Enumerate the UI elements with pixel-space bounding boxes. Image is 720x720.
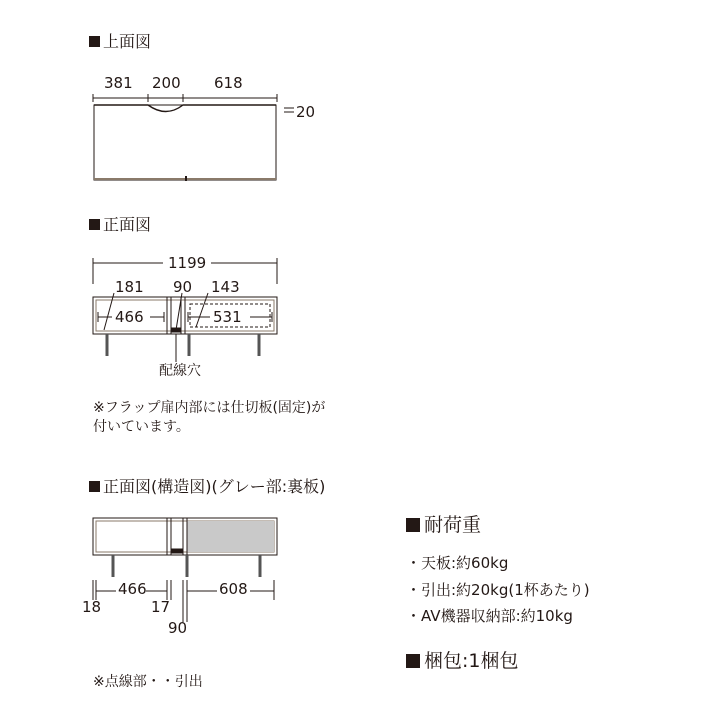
structure-dim-466: 466 [118, 580, 147, 598]
structure-view-heading: 正面図(構造図)(グレー部:裏板) [89, 479, 325, 495]
square-bullet-icon [406, 518, 420, 532]
front-view-heading: 正面図 [89, 217, 151, 233]
structure-dim-18: 18 [82, 598, 102, 616]
load-item-top-board: ・天板:約60kg [406, 554, 509, 572]
structure-note: ※点線部・・引出 [93, 674, 203, 690]
front-note-line2: 付いています。 [93, 419, 190, 435]
front-dim-143: 143 [211, 278, 240, 296]
load-item-drawer: ・引出:約20kg(1杯あたり) [406, 581, 590, 599]
square-bullet-icon [406, 654, 420, 668]
front-total-width: 1199 [168, 254, 207, 272]
package-info: 梱包:1梱包 [406, 652, 519, 671]
front-left-inner-dim: 466 [115, 308, 144, 326]
top-dim-200: 200 [152, 74, 181, 92]
front-right-inner-dim: 531 [213, 308, 242, 326]
structure-dim-90: 90 [168, 619, 188, 637]
load-item-av-storage: ・AV機器収納部:約10kg [406, 607, 573, 625]
front-note-line1: ※フラップ扉内部には仕切板(固定)が [93, 400, 326, 416]
front-dim-181: 181 [115, 278, 144, 296]
top-view-heading: 上面図 [89, 34, 151, 50]
top-dim-618: 618 [214, 74, 243, 92]
load-capacity-heading: 耐荷重 [406, 516, 481, 535]
front-dim-90: 90 [173, 278, 193, 296]
top-depth-dim: 20 [296, 103, 316, 121]
top-dim-381: 381 [104, 74, 133, 92]
structure-dim-17: 17 [151, 598, 171, 616]
structure-dim-608: 608 [219, 580, 248, 598]
cable-hole-label: 配線穴 [159, 363, 201, 379]
